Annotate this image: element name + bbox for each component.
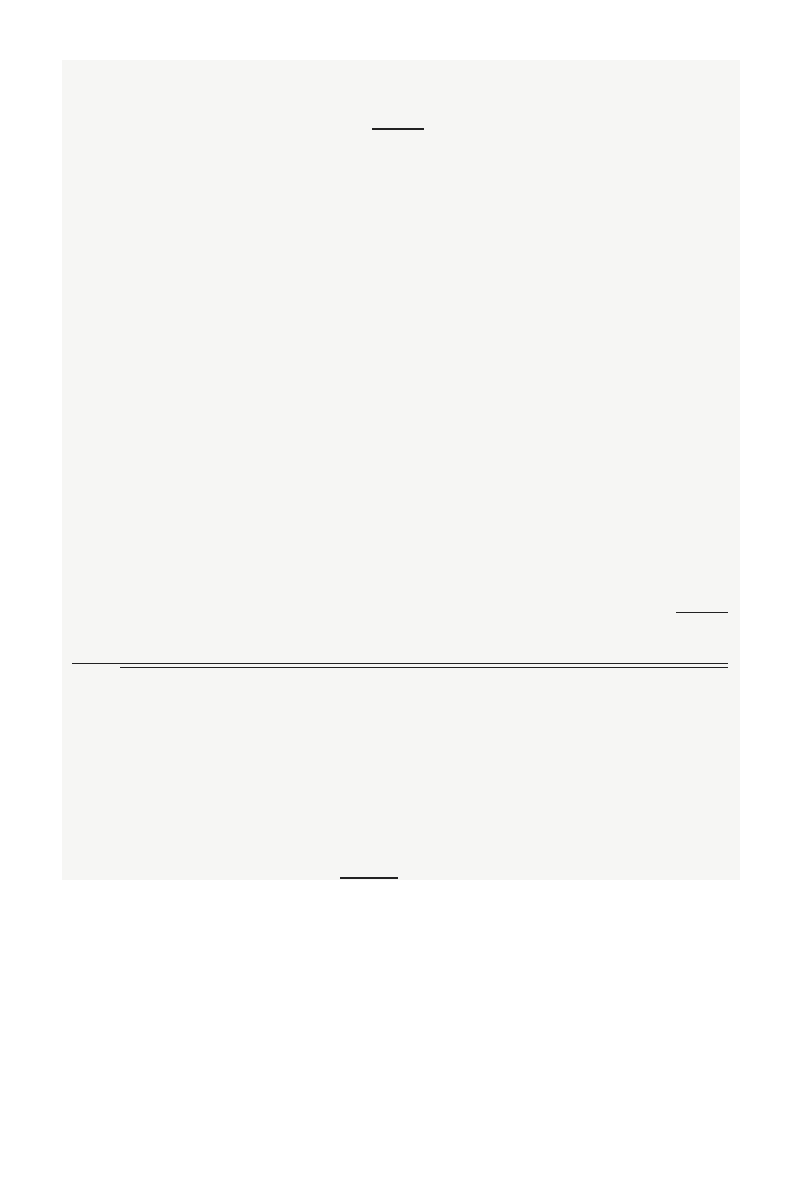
total-row	[0, 620, 800, 638]
separator-rule-2	[120, 667, 728, 668]
separator-rule	[72, 663, 728, 664]
end-rule	[340, 877, 398, 879]
total-rule	[676, 612, 728, 613]
total-leader-dots	[444, 620, 662, 638]
scanned-page-area	[62, 60, 740, 880]
title-rule	[372, 128, 424, 130]
